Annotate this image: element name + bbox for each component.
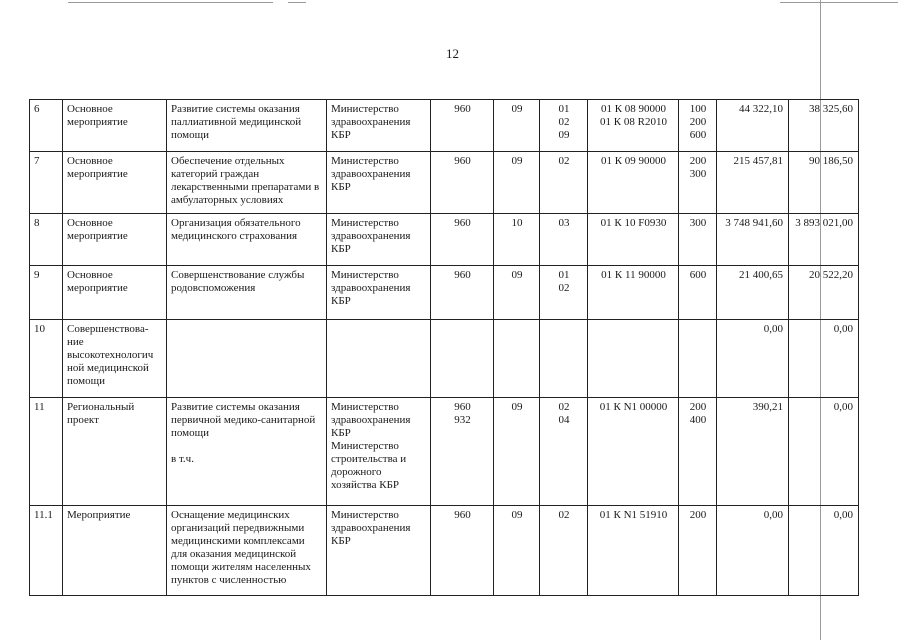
row-rz: 09 xyxy=(494,100,540,152)
row-value-1: 0,00 xyxy=(717,320,789,398)
table-row xyxy=(30,214,859,266)
row-name: Оснащение медицинских организаций передвижными медицинскими комплексами для оказания медицинской помощи жителям населенных пунктов с численностью xyxy=(167,506,327,596)
row-value-2: 0,00 xyxy=(789,506,859,596)
row-rz: 09 xyxy=(494,266,540,320)
row-value-1: 3 748 941,60 xyxy=(717,214,789,266)
row-csr: 01 К 11 90000 xyxy=(588,266,679,320)
scan-artifact-top-right xyxy=(780,2,898,3)
row-rz xyxy=(494,320,540,398)
row-value-2: 3 893 021,00 xyxy=(789,214,859,266)
row-value-2: 0,00 xyxy=(789,320,859,398)
row-csr: 01 К 08 90000 01 К 08 R2010 xyxy=(588,100,679,152)
row-pr: 02 04 xyxy=(540,398,588,506)
row-value-1: 21 400,65 xyxy=(717,266,789,320)
row-value-2: 20 522,20 xyxy=(789,266,859,320)
row-executor: Министерство здравоохранения КБР xyxy=(327,266,431,320)
row-executor: Министерство здравоохранения КБР xyxy=(327,152,431,214)
row-number: 8 xyxy=(30,214,63,266)
row-type: Основное мероприятие xyxy=(63,266,167,320)
row-type: Региональный проект xyxy=(63,398,167,506)
row-name: Организация обязательного медицинского страхования xyxy=(167,214,327,266)
row-executor xyxy=(327,320,431,398)
row-csr: 01 К N1 00000 xyxy=(588,398,679,506)
row-value-2: 38 325,60 xyxy=(789,100,859,152)
row-value-1: 0,00 xyxy=(717,506,789,596)
row-grbs xyxy=(431,320,494,398)
row-grbs: 960 xyxy=(431,214,494,266)
row-rz: 10 xyxy=(494,214,540,266)
row-rz: 09 xyxy=(494,506,540,596)
row-rz: 09 xyxy=(494,152,540,214)
row-value-1: 390,21 xyxy=(717,398,789,506)
row-vr: 200 300 xyxy=(679,152,717,214)
row-name: Развитие системы оказания первичной медико-санитарной помощи в т.ч. xyxy=(167,398,327,506)
row-executor: Министерство здравоохранения КБР xyxy=(327,506,431,596)
table-row xyxy=(30,320,859,398)
row-pr: 01 02 09 xyxy=(540,100,588,152)
table-body xyxy=(30,100,859,596)
page-number: 12 xyxy=(446,46,459,61)
row-grbs: 960 932 xyxy=(431,398,494,506)
row-vr: 100 200 600 xyxy=(679,100,717,152)
table-row xyxy=(30,266,859,320)
row-value-2: 90 186,50 xyxy=(789,152,859,214)
row-pr: 02 xyxy=(540,506,588,596)
row-vr: 200 400 xyxy=(679,398,717,506)
row-csr: 01 К N1 51910 xyxy=(588,506,679,596)
row-executor: Министерство здравоохранения КБР xyxy=(327,100,431,152)
row-type: Мероприятие xyxy=(63,506,167,596)
row-executor: Министерство здравоохранения КБР Министерство строительства и дорожного хозяйства КБР xyxy=(327,398,431,506)
row-pr: 03 xyxy=(540,214,588,266)
table-row xyxy=(30,506,859,596)
row-value-1: 44 322,10 xyxy=(717,100,789,152)
row-number: 6 xyxy=(30,100,63,152)
row-vr xyxy=(679,320,717,398)
row-pr xyxy=(540,320,588,398)
table-row xyxy=(30,100,859,152)
row-grbs: 960 xyxy=(431,100,494,152)
row-pr: 01 02 xyxy=(540,266,588,320)
row-grbs: 960 xyxy=(431,506,494,596)
row-type: Основное мероприятие xyxy=(63,152,167,214)
row-value-1: 215 457,81 xyxy=(717,152,789,214)
row-number: 11.1 xyxy=(30,506,63,596)
row-pr: 02 xyxy=(540,152,588,214)
row-type: Основное мероприятие xyxy=(63,100,167,152)
row-name: Совершенствование службы родовспоможения xyxy=(167,266,327,320)
row-executor: Министерство здравоохранения КБР xyxy=(327,214,431,266)
row-grbs: 960 xyxy=(431,152,494,214)
budget-table xyxy=(29,99,859,596)
row-csr xyxy=(588,320,679,398)
row-number: 11 xyxy=(30,398,63,506)
row-grbs: 960 xyxy=(431,266,494,320)
row-vr: 200 xyxy=(679,506,717,596)
row-number: 9 xyxy=(30,266,63,320)
row-name xyxy=(167,320,327,398)
row-vr: 600 xyxy=(679,266,717,320)
row-type: Основное мероприятие xyxy=(63,214,167,266)
table-row xyxy=(30,152,859,214)
row-csr: 01 К 10 F0930 xyxy=(588,214,679,266)
scan-artifact-top-middle xyxy=(288,2,306,3)
row-value-2: 0,00 xyxy=(789,398,859,506)
row-number: 10 xyxy=(30,320,63,398)
row-rz: 09 xyxy=(494,398,540,506)
row-name: Развитие системы оказания паллиативной медицинской помощи xyxy=(167,100,327,152)
scan-artifact-top-left xyxy=(68,2,273,3)
row-vr: 300 xyxy=(679,214,717,266)
row-csr: 01 К 09 90000 xyxy=(588,152,679,214)
table-row xyxy=(30,398,859,506)
row-number: 7 xyxy=(30,152,63,214)
row-type: Совершенствова- ние высокотехнологич ной медицинской помощи xyxy=(63,320,167,398)
row-name: Обеспечение отдельных категорий граждан лекарственными препаратами в амбулаторных условиях xyxy=(167,152,327,214)
